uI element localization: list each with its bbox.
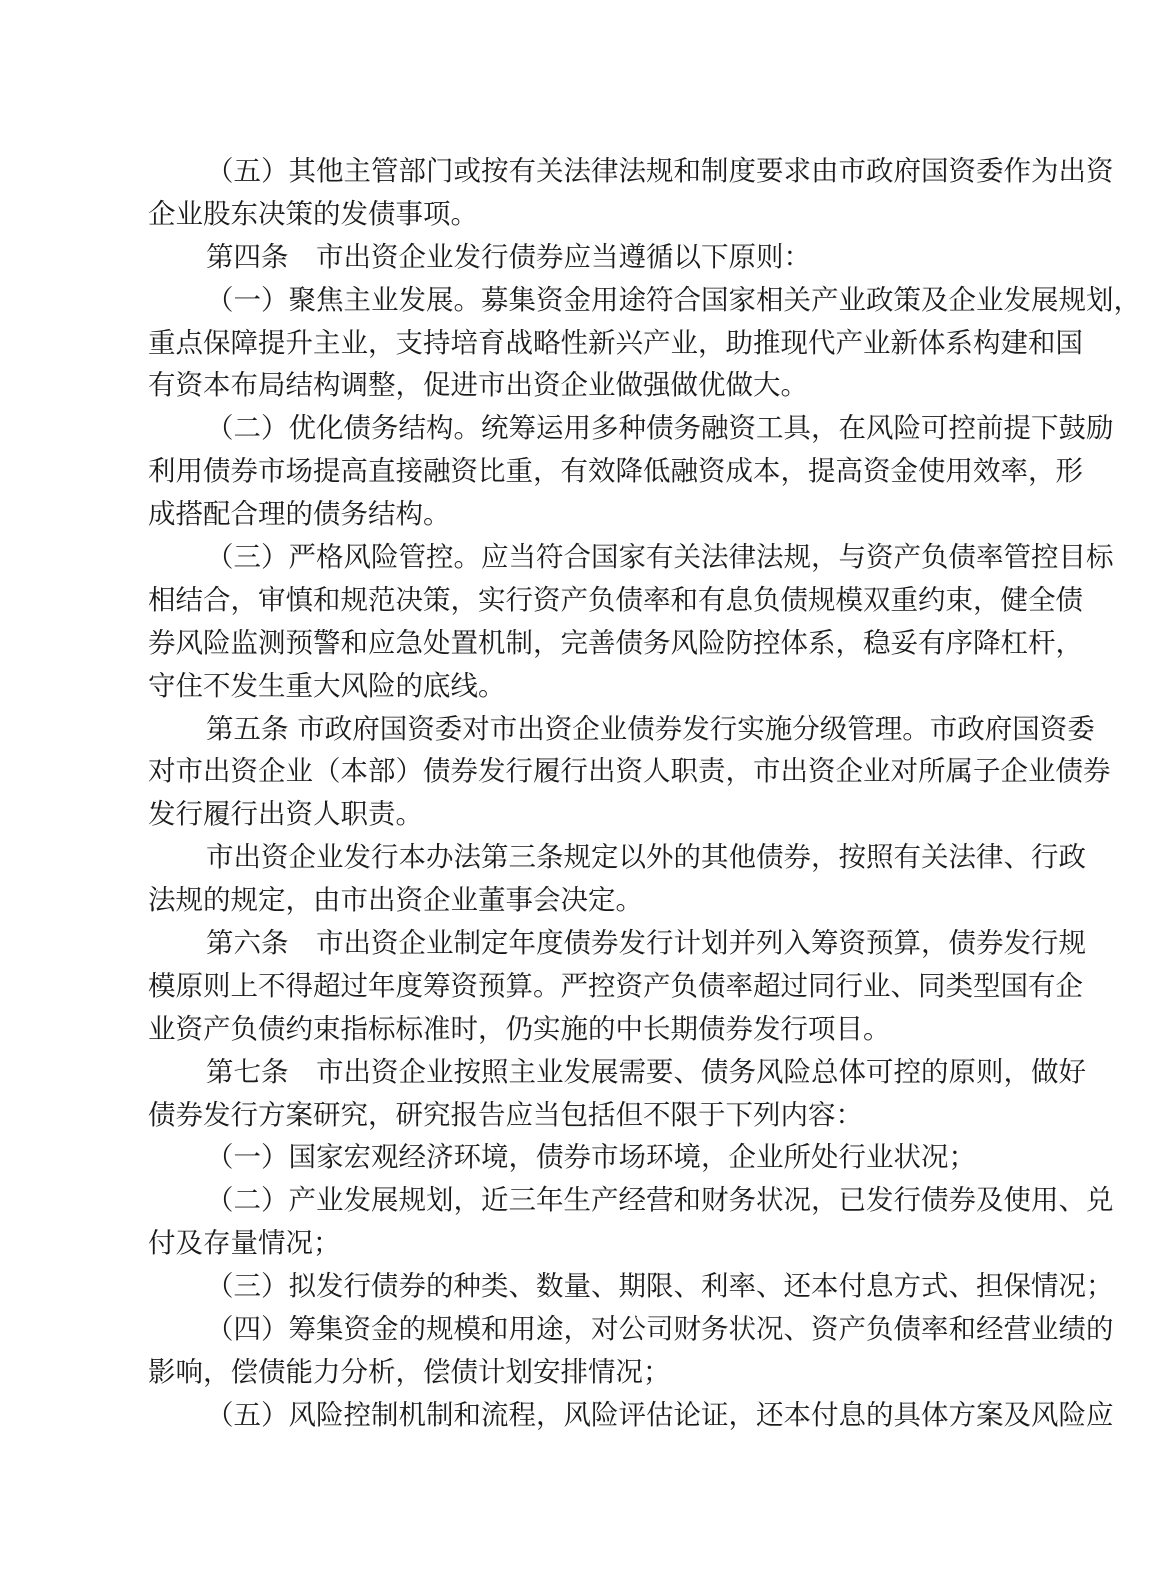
text-line: 第七条 市出资企业按照主业发展需要、债务风险总体可控的原则，做好: [206, 1055, 1086, 1088]
text-line: 影响，偿债能力分析，偿债计划安排情况；: [148, 1355, 671, 1388]
text-line: （二）优化债务结构。统筹运用多种债务融资工具，在风险可控前提下鼓励: [206, 412, 1114, 445]
text-line: 发行履行出资人职责。: [148, 798, 423, 831]
paragraph: [148, 836, 1086, 922]
paragraph: [148, 150, 1114, 236]
text-line: 券风险监测预警和应急处置机制，完善债务风险防控体系，稳妥有序降杠杆，: [148, 626, 1083, 659]
document-page: [148, 150, 1141, 1437]
text-line: （五）风险控制机制和流程，风险评估论证，还本付息的具体方案及风险应: [206, 1398, 1114, 1431]
text-line: （三）严格风险管控。应当符合国家有关法律法规，与资产负债率管控目标: [206, 541, 1114, 574]
paragraph: [148, 1394, 1114, 1437]
text-line: 守住不发生重大风险的底线。: [148, 669, 506, 702]
paragraph: [148, 1265, 1114, 1308]
text-line: （二）产业发展规划，近三年生产经营和财务状况，已发行债券及使用、兑: [206, 1184, 1114, 1217]
text-line: 债券发行方案研究，研究报告应当包括但不限于下列内容：: [148, 1098, 863, 1131]
text-line: （四）筹集资金的规模和用途，对公司财务状况、资产负债率和经营业绩的: [206, 1313, 1114, 1346]
text-line: 业资产负债约束指标标准时，仍实施的中长期债券发行项目。: [148, 1012, 891, 1045]
paragraph: [148, 922, 1086, 1051]
text-line: 有资本布局结构调整，促进市出资企业做强做优做大。: [148, 369, 808, 402]
text-line: 市出资企业发行本办法第三条规定以外的其他债券，按照有关法律、行政: [206, 841, 1086, 874]
paragraph: [148, 407, 1114, 536]
text-line: 模原则上不得超过年度筹资预算。严控资产负债率超过同行业、同类型国有企: [148, 969, 1083, 1002]
text-line: 第六条 市出资企业制定年度债券发行计划并列入筹资预算，债券发行规: [206, 927, 1086, 960]
text-line: （一）聚焦主业发展。募集资金用途符合国家相关产业政策及企业发展规划，: [206, 283, 1141, 316]
text-line: 利用债券市场提高直接融资比重，有效降低融资成本，提高资金使用效率，形: [148, 455, 1083, 488]
text-line: 成搭配合理的债务结构。: [148, 498, 451, 531]
text-line: 重点保障提升主业，支持培育战略性新兴产业，助推现代产业新体系构建和国: [148, 326, 1083, 359]
text-line: 法规的规定，由市出资企业董事会决定。: [148, 884, 643, 917]
paragraph: [148, 279, 1141, 408]
paragraph: [148, 1179, 1114, 1265]
text-line: （一）国家宏观经济环境，债券市场环境，企业所处行业状况；: [206, 1141, 976, 1174]
paragraph: [148, 1308, 1114, 1394]
text-line: （三）拟发行债券的种类、数量、期限、利率、还本付息方式、担保情况；: [206, 1270, 1114, 1303]
paragraph: [148, 236, 1000, 279]
paragraph: [148, 536, 1114, 708]
paragraph: [148, 1051, 1086, 1137]
text-line: 企业股东决策的发债事项。: [148, 197, 478, 230]
paragraph: [148, 708, 1111, 837]
text-line: 对市出资企业（本部）债券发行履行出资人职责，市出资企业对所属子企业债券: [148, 755, 1111, 788]
text-line: （五）其他主管部门或按有关法律法规和制度要求由市政府国资委作为出资: [206, 155, 1114, 187]
paragraph: [148, 1136, 1000, 1179]
text-line: 第五条 市政府国资委对市出资企业债券发行实施分级管理。市政府国资委: [206, 712, 1095, 745]
text-line: 付及存量情况；: [148, 1227, 341, 1260]
text-line: 相结合，审慎和规范决策，实行资产负债率和有息负债规模双重约束，健全债: [148, 583, 1083, 616]
text-line: 第四条 市出资企业发行债券应当遵循以下原则：: [206, 240, 811, 273]
